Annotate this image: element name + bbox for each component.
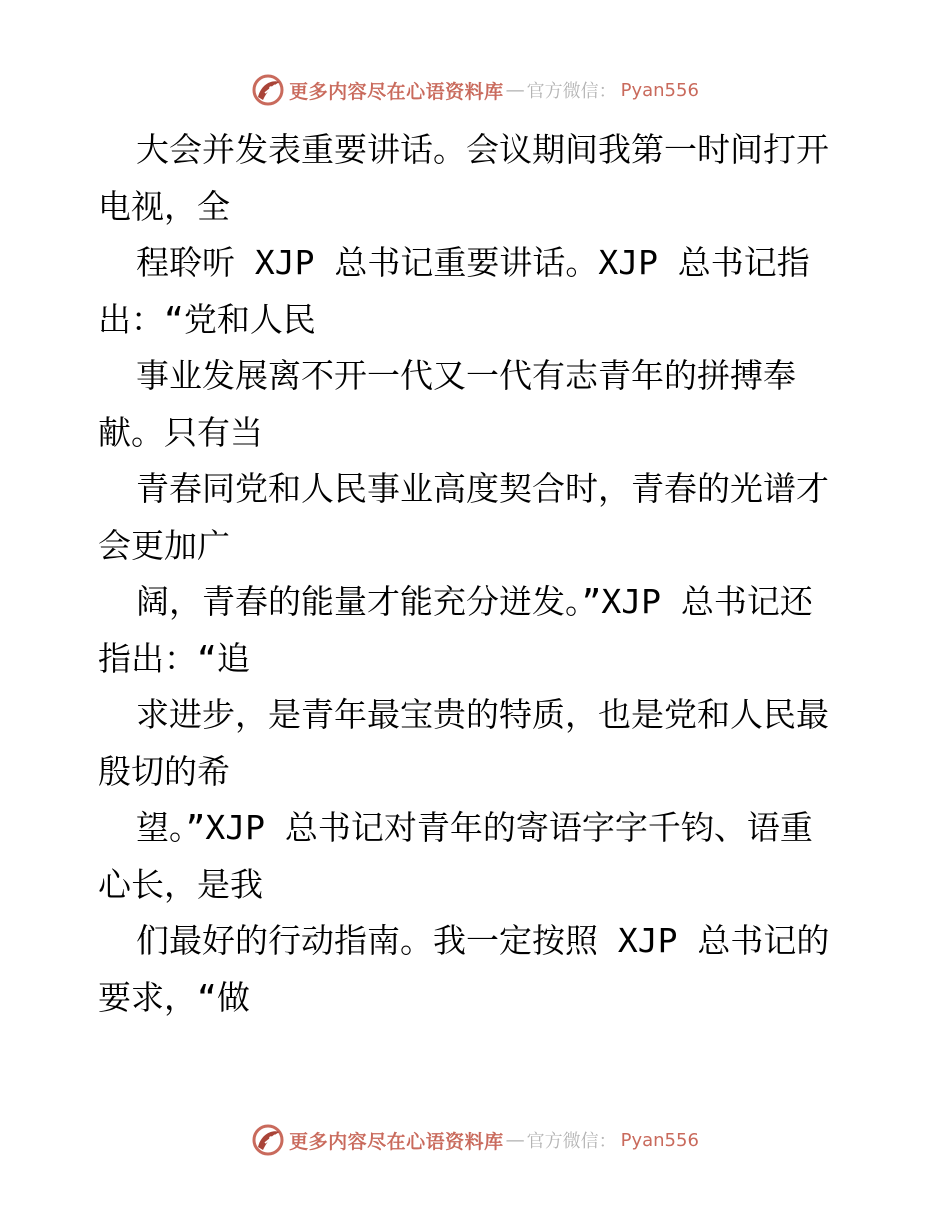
text-line: 指出：“追 — [98, 638, 250, 678]
body-text — [98, 122, 858, 1026]
pen-nib-seal-icon — [251, 73, 285, 107]
text-line: 殷切的希 — [98, 751, 230, 791]
text-line: 阔，青春的能量才能充分迸发。”XJP 总书记还 — [136, 582, 813, 621]
text-line: 们最好的行动指南。我一定按照 XJP 总书记的 — [136, 921, 830, 960]
footer-banner — [0, 1120, 950, 1160]
text-line: 事业发展离不开一代又一代有志青年的拼搏奉 — [136, 356, 796, 395]
banner-separator: — — [505, 79, 525, 101]
text-line: 大会并发表重要讲话。会议期间我第一时间打开 — [136, 130, 829, 169]
banner-wechat-id: Pyan556 — [620, 1129, 699, 1151]
banner-contact-label: 官方微信： — [526, 1131, 617, 1152]
text-line: 程聆听 XJP 总书记重要讲话。XJP 总书记指 — [136, 243, 810, 282]
text-line: 望。”XJP 总书记对青年的寄语字字千钧、语重 — [136, 808, 813, 847]
banner-title: 更多内容尽在心语资料库 — [289, 80, 504, 103]
pen-nib-seal-icon — [251, 1123, 285, 1157]
banner-title: 更多内容尽在心语资料库 — [289, 1130, 504, 1153]
text-line: 献。只有当 — [98, 412, 263, 452]
banner-separator: — — [505, 1129, 525, 1151]
text-line: 青春同党和人民事业高度契合时，青春的光谱才 — [136, 469, 829, 508]
text-line: 出：“党和人民 — [98, 299, 316, 339]
text-line: 电视，全 — [98, 186, 230, 226]
text-line: 心长，是我 — [98, 864, 263, 904]
banner-contact-label: 官方微信： — [526, 81, 617, 102]
banner-wechat-id: Pyan556 — [620, 79, 699, 101]
text-line: 要求，“做 — [98, 977, 250, 1017]
text-line: 求进步，是青年最宝贵的特质，也是党和人民最 — [136, 695, 829, 734]
text-line: 会更加广 — [98, 525, 230, 565]
header-banner — [0, 70, 950, 110]
